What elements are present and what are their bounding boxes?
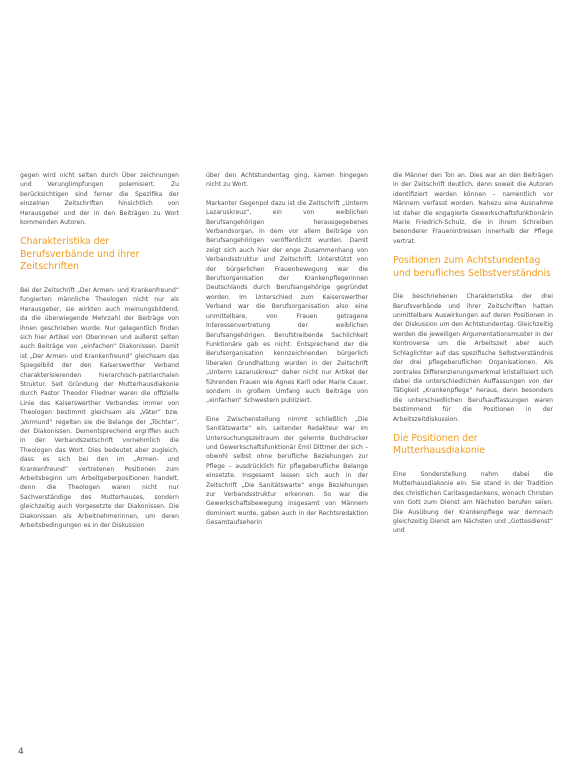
section-heading-berufsverbaende: Charakteristika der Berufsverbände und ihrer Zeitschriften (20, 236, 140, 273)
text-column-1 (20, 171, 179, 540)
section-heading-achtstundentag: Positionen zum Achtstundentag und berufliches Selbstverständnis (393, 255, 551, 279)
paragraph: Eine Zwischenstellung nimmt schließlich „Die Sanitätswarte“ ein. Leitender Redakteur war im Untersuchungszeitraum der gelernte Buchdrucker und Gewerkschaftsfunktionär Emil Dittmer der sich – obwohl selbst ohne berufliche Beziehungen zur Pflege – ausdrücklich für pflegeberufliche Belange einsetzte. Insgesamt lassen sich auch in der Zeitschrift „Die Sanitätswarte“ enge Beziehungen zur Verbandsstruktur erkennen. So war die Gewerkschaftsbewegung insgesamt von Männern dominiert wurde, gaben auch in der Rechtsredaktion Gesamtaufseherin (206, 415, 368, 527)
paragraph: Eine Sonderstellung nahm dabei die Mutterhausdiakonie ein. Sie stand in der Tradition des christlichen Caritasgedankens, wonach Christen von Gott zum Dienst am Nächsten berufen seien. Die Ausübung der Krankenpflege war demnach gleichzeitig Dienst am Nächsten und „Gottesdienst“ und (393, 470, 553, 535)
paragraph: Markanter Gegenpol dazu ist die Zeitschrift „Unterm Lazaruskreuz“, ein von weiblichen Berufsangehörigen herausgegebenes Verbandsorgan, in dem vor allem Beiträge von Berufsangehörigen veröffentlicht wurden. Damit zeigt sich auch hier der enge Zusammenhang von Verbandsstruktur und Zeitschrift. Unterstützt von der bürgerlichen Frauenbewegung war die Berufsorganisation der Krankenpflegerinnen Deutschlands durch Berufsangehörige gegründet worden. Im Unterschied zum Kaiserswerther Verband war die Berufsorganisation also eine unmittelbare, von Frauen getragene Interessenvertretung der weiblichen Berufsangehörigen. Berufstreibende Sachlichkeit Funktionäre gab es nicht. Entsprechend der die Berufsorganisation kennzeichnenden bürgerlich liberalen Grundhaltung wurden in der Zeitschrift „Unterm Lazaruskreuz“ daher nicht nur Artikel der führenden Frauen wie Agnes Karll oder Marie Cauer, sondern in großem Umfang auch Beiträge von „einfachen“ Schwestern publiziert. (206, 199, 368, 405)
paragraph: die Männer den Ton an. Dies war an den Beiträgen in der Zeitschrift deutlich, denn soweit die Autoren identifiziert werden können – namentlich vor Männern verfasst worden. Nahezu eine Ausnahme ist daher die engagierte Gewerkschaftsfunktionärin Marie Friedrich-Schulz, die in ihrem Schreiben besonderer Frauenintressen innerhalb der Pflege vertrat. (393, 172, 553, 245)
text-column-3 (393, 171, 553, 545)
paragraph: gegen wird nicht selten durch Über zeichnungen und Verunglimpfungen polemisiert. Zu berücksichtigen sind ferner die Spezifika der einzelnen Zeitschriften hinsichtlich von Herausgeber und der in den Beiträgen zu Wort kommenden Autoren. (20, 172, 179, 227)
paragraph: über den Achtstundentag ging, kamen hingegen nicht zu Wort. (206, 172, 368, 189)
paragraph: Bei der Zeitschrift „Der Armen- und Krankenfreund“ fungierten männliche Theologen nicht nur als Herausgeber, sie wirkten auch meinungsbildend, da die überwiegende Mehrzahl der Beiträge von ihnen geschrieben wurde. Nur gelegentlich finden sich hier Artikel von Oberinnen und außerst selten auch Beiträge von „einfachen“ Diakonissen. Damit ist „Der Armen- und Krankenfreund“ gleichsam das Spiegelbild der den Kaiserswerther Verband charakterisierenden hierarchisch-patriarchalen Struktur. Seit Gründung der Mutterhausdiakonie durch Pastor Theodor Fliedner waren die offizielle Linie des Kaiserswerther Verbandes immer von Theologen bestimmt gleichsam als „Väter“ bzw. „Vormund“ regelten sie die Belange der „Töchter“, der Diakonissen. Dementsprechend ergriffen auch in der Verbandszeitschrift vornehmlich die Theologen das Wort. Dies bedeutet aber zugleich, dass es sich bei den im „Armen- und Krankenfreund“ vertretenen Positionen zum Arbeitsbeginn um Arbeitgeberpositionen handelt, denn die Theologen waren nicht nur Sachverständige des Mutterhauses, sondern gleichzeitig auch Vorgesetzte der Diakonissen. Die Diakonissen als Arbeitnehmerinnen, um deren Arbeitsbedingungen es in der Diskussion (20, 286, 179, 530)
section-heading-mutterhausdiakonie: Die Positionen der Mutterhausdiakonie (393, 432, 486, 457)
text-column-2 (206, 171, 368, 537)
page-number: 4 (18, 747, 24, 757)
paragraph: Die beschriebenen Charakteristika der drei Berufsverbände und ihrer Zeitschriften hatten unmittelbare Auswirkungen auf deren Positionen in der Diskussion um den Achtstundentag. Gleichzeitig werden die jeweiligen Argumentationsmuster in der Kontroverse um die Arbeitszeit aber auch Schlaglichter auf das spezifische Selbstverständnis der drei pflegeberuflichen Organisationen. Als zentrales Differenzierungsmerkmal kristallisiert sich dabei die unterschiedlichen Auffassungen von der Tätigkeit „Krankenpflege“ heraus, denn besonders die unterschiedlichen Berufsauffassungen waren bestimmend für die Positionen in der Arbeitszeitdiskussion. (393, 293, 553, 423)
